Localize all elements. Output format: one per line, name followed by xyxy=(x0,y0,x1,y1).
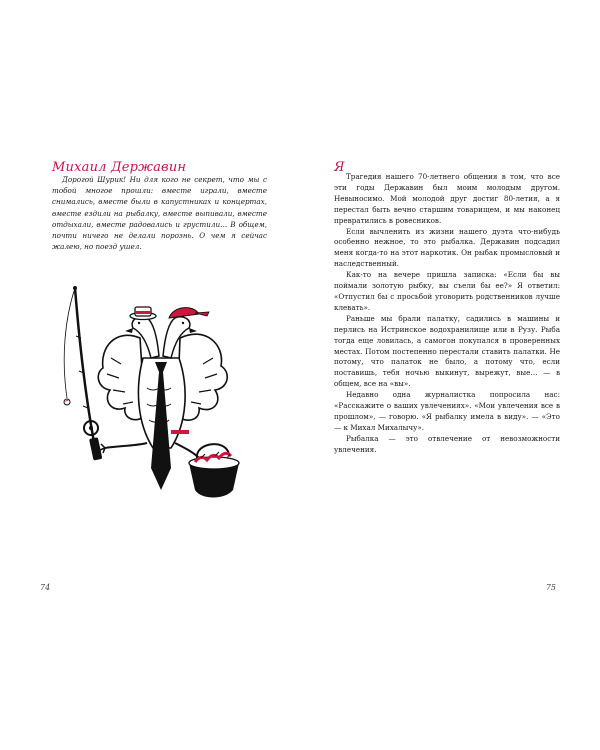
page-number-right: 75 xyxy=(545,583,556,592)
paragraph: Недавно одна журналистка попросила нас: «Расскажите о ваших увлечениях». «Мои увлечения все в прошлом», — говорю. «Я рыбалку имела в виду». — «Это — к Михал Михалычу». xyxy=(334,390,560,432)
letter-text: Дорогой Шурик! Ни для кого не секрет, что мы с тобой многое прошли: вместе играли, вместе снимались, вместе были в капустниках и концертах, вместе ездили на рыбалку, вместе выпивали, вместе отдыхали, вместе радовались и грустили… В общем, почти ничего не делали порознь. О чем я сейчас жалею, но поезд ушел. xyxy=(52,175,267,252)
paragraph: Если вычленить из жизни нашего дуэта что-нибудь особенно нежное, то это рыбалка. Державин подсадил меня когда-то на этот наркотик. Он рыбак промысловый и наследственный. xyxy=(334,226,560,269)
double-headed-eagle-fisherman-icon xyxy=(55,278,260,513)
page-number-left: 74 xyxy=(40,583,51,592)
right-page xyxy=(300,0,600,750)
right-heading: Я xyxy=(334,160,345,175)
left-heading: Михаил Державин xyxy=(52,160,187,175)
paragraph: Раньше мы брали палатку, садились в машины и перлись на Истринское водохранилище или в Рузу. Рыба тогда еще ловилась, а самогон покупался в проверенных местах. Потом постепенно перестали ставить палатки. Не потому, что палаток не было, а потому что, если поставишь, тебя ночью выкинут, вырежут, вые… — в общем, все на «вы». xyxy=(334,313,560,389)
paragraph: Рыбалка — это отвлечение от невозможности увлечения. xyxy=(334,433,560,454)
essay-text xyxy=(334,172,560,456)
paragraph: Трагедия нашего 70-летнего общения в том, что все эти годы Державин был моим молодым другом. Невыносимо. Мой молодой друг достиг 80-летия, а я перестал быть вечно старшим товарищем, и мы наконец превратились в ровесников. xyxy=(334,172,560,225)
paragraph: Как-то на вечере пришла записка: «Если бы вы поймали золотую рыбку, вы съели бы ее?» Я ответил: «Отпустил бы с просьбой уговорить родственников лучше клевать». xyxy=(334,270,560,312)
